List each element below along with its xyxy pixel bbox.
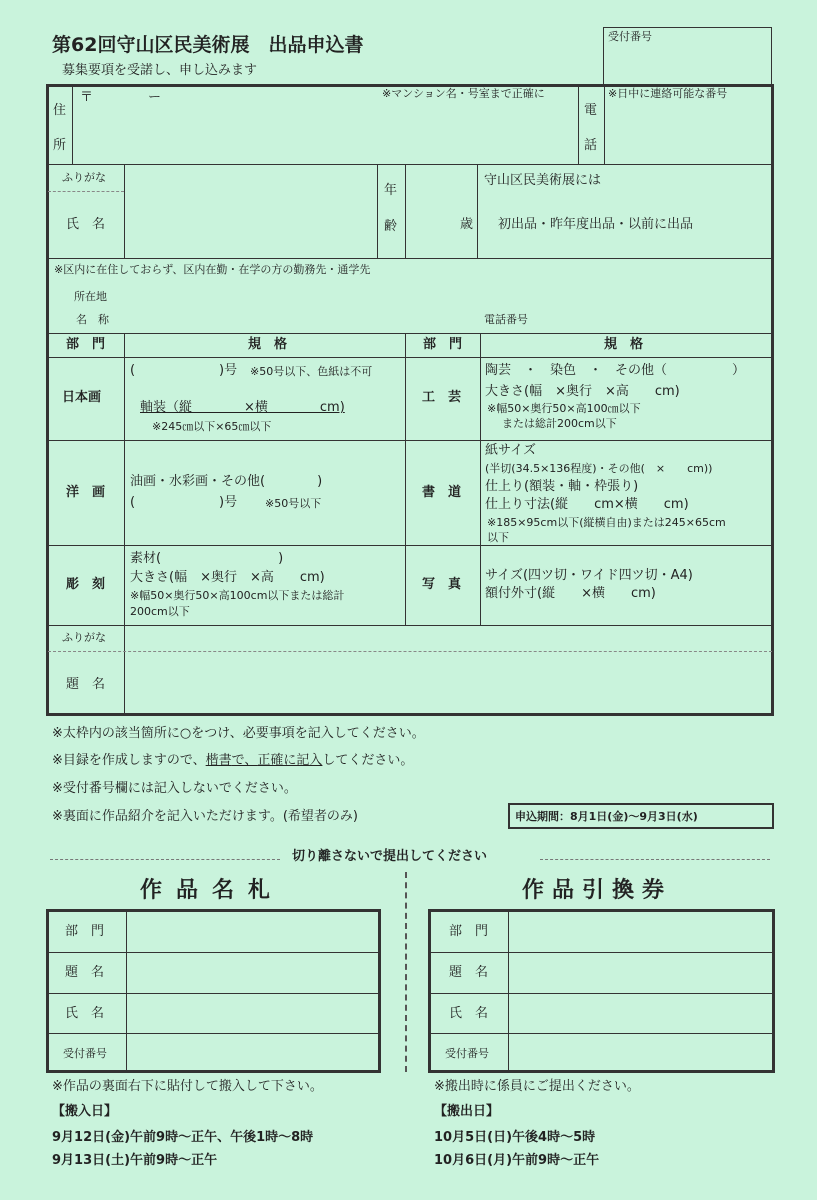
kogei-size-note-2: または総計200cm以下 [502,417,617,430]
name-tag-receipt-label: 受付番号 [63,1047,107,1060]
receipt-number-box [603,27,772,85]
category-yoga[interactable]: 洋 画 [66,485,106,500]
category-shashin[interactable]: 写 真 [422,577,462,592]
workplace-note: ※区内に在住しておらず、区内在勤・在学の方の勤務先・通学先 [54,263,371,276]
chokoku-size-note-2: 200cm以下 [130,605,190,618]
phone-label-2: 話 [584,138,598,153]
exchange-name-label: 氏 名 [449,1006,489,1021]
chokoku-size: 大きさ(幅 ×奥行 ×高 cm) [130,570,325,585]
title-furigana-field[interactable] [128,628,768,650]
history-title: 守山区民美術展には [484,173,602,188]
exchange-receipt-label: 受付番号 [445,1047,489,1060]
application-period: 申込期間：8月1日(金)～9月3日(水) [515,810,698,823]
exchange-ticket-title: 作品引換券 [522,878,673,903]
carry-out-date-2: 10月6日(月)午前9時～正午 [434,1153,600,1168]
workplace-phone-field[interactable] [545,308,765,330]
carry-in-title: 【搬入日】 [52,1104,118,1119]
title-furigana-label: ふりがな [62,631,106,644]
workplace-location-field[interactable] [124,284,764,304]
workplace-location-label: 所在地 [74,290,107,303]
postal-dash: ー [148,90,162,105]
yoga-size-close: )号 [219,495,238,510]
yoga-size-open: ( [130,495,136,510]
kogei-types[interactable]: 陶芸 ・ 染色 ・ その他（ ） [485,363,746,378]
address-field[interactable] [76,110,574,160]
spec-header-1: 規 格 [248,337,288,352]
shodo-paper-size[interactable]: (半切(34.5×136程度)・その他( × cm)) [485,462,713,475]
note-1: ※太枠内の該当箇所に○をつけ、必要事項を記入してください。 [52,726,425,741]
receipt-number-label: 受付番号 [608,30,652,43]
shashin-frame-size: 額付外寸(縦 ×横 cm) [485,586,656,601]
name-label: 氏 名 [66,217,106,232]
name-tag-name-field[interactable] [128,996,378,1030]
address-label-2: 所 [53,138,67,153]
name-field[interactable] [128,195,373,255]
workplace-name-field[interactable] [124,308,474,330]
nihonga-size-open: ( [130,363,136,378]
carry-out-title: 【搬出日】 [434,1104,500,1119]
phone-label-1: 電 [584,103,598,118]
yoga-types[interactable]: 油画・水彩画・その他( ) [130,474,323,489]
address-label-1: 住 [53,103,67,118]
nihonga-size-close: )号 [219,363,238,378]
shodo-finish-size: 仕上り寸法(縦 cm×横 cm) [485,497,689,512]
nihonga-size-note: ※50号以下、色紙は不可 [250,365,373,378]
kogei-size-note: ※幅50×奥行50×高100㎝以下 [487,402,641,415]
shashin-size[interactable]: サイズ(四ツ切・ワイド四ツ切・A4) [485,568,693,583]
chokoku-material: 素材( ) [130,551,284,566]
kogei-size: 大きさ(幅 ×奥行 ×高 cm) [485,384,680,399]
workplace-name-label: 名 称 [76,313,109,326]
cut-line-text: 切り離さないで提出してください [292,849,488,864]
dept-header-2: 部 門 [423,337,463,352]
carry-in-date-2: 9月13日(土)午前9時～正午 [52,1153,218,1168]
note-3: ※受付番号欄には記入しないでください。 [52,781,297,796]
chokoku-size-note: ※幅50×奥行50×高100cm以下または総計 [130,589,345,602]
category-kogei[interactable]: 工 芸 [422,390,462,405]
yoga-size-note: ※50号以下 [265,497,322,510]
name-tag-dept-field[interactable] [128,914,378,948]
note-2: ※目録を作成しますので、楷書で、正確に記入してください。 [52,753,414,768]
form-title: 第62回守山区民美術展 出品申込書 [52,34,364,56]
application-period-box [508,803,774,829]
nihonga-scroll[interactable]: 軸装（縦 ×横 cm) [140,400,345,415]
note-4: ※裏面に作品紹介を記入いただけます。(希望者のみ) [52,809,358,824]
furigana-label: ふりがな [62,171,106,184]
spec-header-2: 規 格 [604,337,644,352]
carry-in-date-1: 9月12日(金)午前9時～正午、午後1時～8時 [52,1130,314,1145]
name-tag-title-label: 題 名 [65,965,105,980]
age-label-1: 年 [384,183,398,198]
postal-mark: 〒 [80,90,94,105]
name-tag-note: ※作品の裏面右下に貼付して搬入して下さい。 [52,1079,323,1094]
workplace-phone-label: 電話番号 [484,313,528,326]
exchange-note: ※搬出時に係員にご提出ください。 [434,1079,640,1094]
form-subtitle: 募集要項を受諾し、申し込みます [62,63,258,78]
shodo-size-note: ※185×95cm以下(縦横自由)または245×65cm [487,516,726,529]
exchange-dept-label: 部 門 [449,924,489,939]
nihonga-scroll-note: ※245㎝以下×65㎝以下 [152,420,272,433]
phone-field[interactable] [608,105,768,160]
name-tag-dept-label: 部 門 [65,924,105,939]
address-note: ※マンション名・号室まで正確に [382,87,545,100]
exchange-name-field[interactable] [510,996,770,1030]
category-nihonga[interactable]: 日本画 [62,390,102,405]
furigana-field[interactable] [128,168,373,190]
exchange-title-label: 題 名 [449,965,489,980]
name-tag-name-label: 氏 名 [65,1006,105,1021]
category-chokoku[interactable]: 彫 刻 [66,577,106,592]
shodo-size-note-2: 以下 [487,531,509,544]
age-label-2: 齢 [384,219,398,234]
shodo-finish[interactable]: 仕上り(額装・軸・枠張り) [485,479,639,494]
title-label: 題 名 [66,677,106,692]
age-field[interactable] [409,168,457,253]
shodo-paper-label: 紙サイズ [485,443,536,458]
title-field[interactable] [128,655,768,711]
carry-out-date-1: 10月5日(日)午後4時～5時 [434,1130,596,1145]
age-unit: 歳 [460,217,474,232]
name-tag-title: 作品名札 [140,878,285,903]
dept-header-1: 部 門 [66,337,106,352]
exchange-dept-field[interactable] [510,914,770,948]
exchange-title-field[interactable] [510,955,770,989]
history-options[interactable]: 初出品・昨年度出品・以前に出品 [498,217,694,232]
category-shodo[interactable]: 書 道 [422,485,462,500]
phone-note: ※日中に連絡可能な番号 [608,87,728,100]
name-tag-title-field[interactable] [128,955,378,989]
